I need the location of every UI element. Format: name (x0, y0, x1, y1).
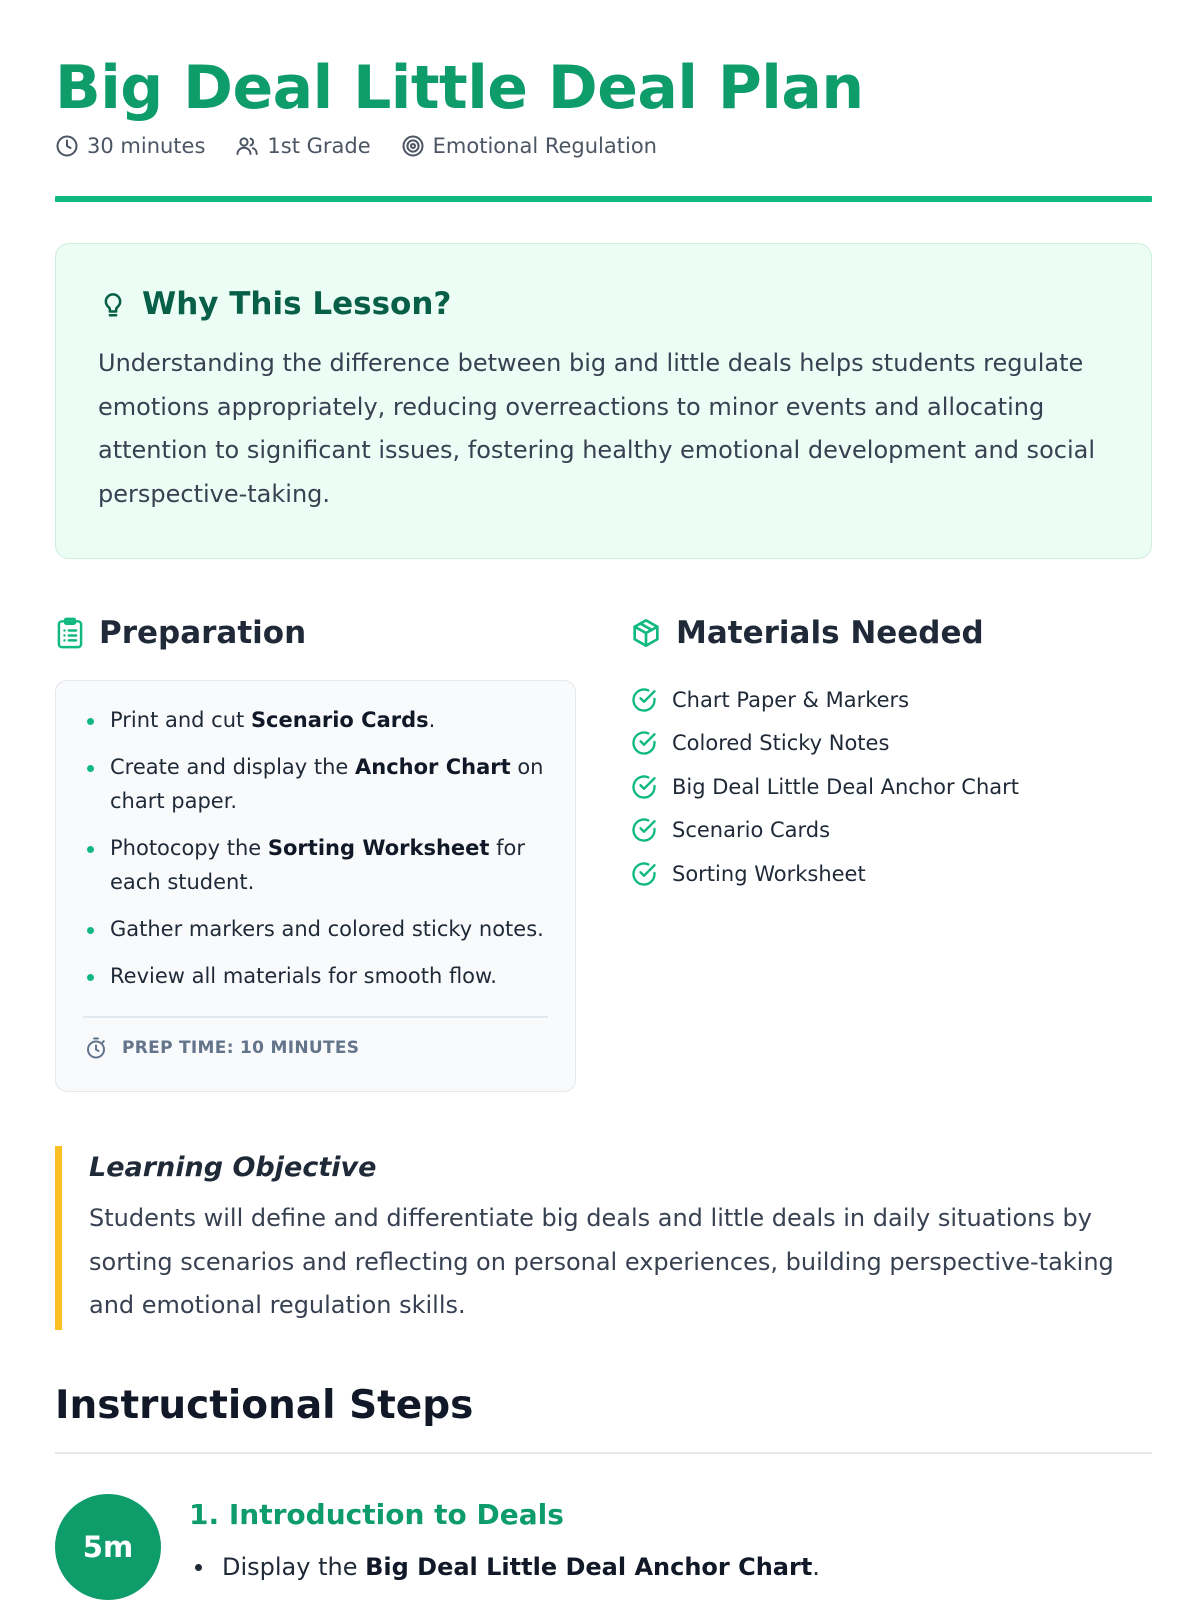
prep-item-text-end: for each student. (110, 836, 526, 894)
meta-duration (55, 134, 205, 158)
page-title: Big Deal Little Deal Plan (55, 53, 864, 123)
preparation-item (84, 703, 547, 737)
step-bullet-text-end: . (812, 1553, 820, 1581)
step-bullet-bold: Big Deal Little Deal Anchor Chart (365, 1553, 813, 1581)
prep-item-text: Create and display the (110, 755, 356, 779)
preparation-divider (83, 1016, 548, 1018)
target-icon (401, 134, 425, 158)
step-bullet (189, 1548, 820, 1586)
check-circle-icon (630, 729, 658, 757)
step-duration-badge: 5m (55, 1494, 161, 1600)
materials-header (630, 615, 984, 651)
materials-item (630, 852, 1019, 896)
check-circle-icon (630, 816, 658, 844)
materials-item (630, 722, 1019, 766)
lightbulb-icon (98, 289, 128, 319)
why-text: Understanding the difference between big and little deals helps students regulate emotions appropriately, reducing overreactions to minor events and allocating attention to significant issues, fostering healthy emotional development and social perspective-taking. (98, 349, 1095, 508)
prep-item-bold: Sorting Worksheet (267, 836, 490, 860)
step-title: 1. Introduction to Deals (189, 1498, 564, 1531)
materials-item-label: Big Deal Little Deal Anchor Chart (672, 774, 1020, 799)
prep-item-bold: Scenario Cards (250, 708, 429, 732)
why-header (98, 286, 1111, 322)
clipboard-list-icon (55, 617, 85, 649)
why-title: Why This Lesson? (142, 286, 452, 322)
materials-item-label: Chart Paper & Markers (672, 687, 910, 712)
prep-item-text: Photocopy the (110, 836, 268, 860)
prep-time (84, 1036, 359, 1060)
preparation-list (84, 703, 547, 993)
materials-item (630, 765, 1019, 809)
meta-topic (401, 134, 657, 158)
steps-divider (55, 1452, 1152, 1454)
prep-item-text: Gather markers and colored sticky notes. (110, 917, 544, 941)
meta-grade (235, 134, 370, 158)
check-circle-icon (630, 686, 658, 714)
preparation-item (84, 831, 547, 899)
materials-list (630, 678, 1019, 896)
preparation-item (84, 750, 547, 818)
preparation-item (84, 912, 547, 946)
prep-item-text-end: . (428, 708, 436, 732)
package-icon (630, 617, 662, 649)
instructional-steps-title: Instructional Steps (55, 1383, 474, 1428)
learning-objective (55, 1146, 1152, 1330)
meta-grade-text: 1st Grade (267, 134, 371, 158)
why-this-lesson-card (55, 243, 1152, 559)
materials-item-label: Scenario Cards (672, 818, 831, 843)
materials-item-label: Sorting Worksheet (672, 861, 866, 886)
preparation-title: Preparation (99, 615, 307, 651)
prep-item-text-end: on chart paper. (110, 755, 544, 813)
users-icon (235, 134, 259, 158)
preparation-header (55, 615, 306, 651)
prep-item-text: Review all materials for smooth flow. (110, 964, 497, 988)
check-circle-icon (630, 860, 658, 888)
meta-topic-text: Emotional Regulation (432, 134, 657, 158)
lesson-meta (55, 134, 657, 158)
header-divider (55, 196, 1152, 202)
prep-item-bold: Anchor Chart (355, 755, 511, 779)
materials-title: Materials Needed (676, 615, 984, 651)
stopwatch-icon (84, 1036, 108, 1060)
check-circle-icon (630, 773, 658, 801)
step-bullet-text: Display the (222, 1553, 366, 1581)
materials-item (630, 678, 1019, 722)
preparation-item (84, 959, 547, 993)
objective-text: Students will define and differentiate big deals and little deals in daily situations by sorting scenarios and reflecting on personal experiences, building perspective-taking and emotional regulation skills. (89, 1204, 1114, 1319)
prep-item-text: Print and cut (110, 708, 251, 732)
objective-title: Learning Objective (89, 1152, 377, 1183)
step-bullets (189, 1548, 820, 1586)
meta-duration-text: 30 minutes (87, 134, 206, 158)
clock-icon (55, 134, 79, 158)
prep-time-text: PREP TIME: 10 MINUTES (122, 1038, 360, 1058)
materials-item-label: Colored Sticky Notes (672, 731, 890, 756)
preparation-card (55, 680, 576, 1092)
materials-item (630, 809, 1019, 853)
